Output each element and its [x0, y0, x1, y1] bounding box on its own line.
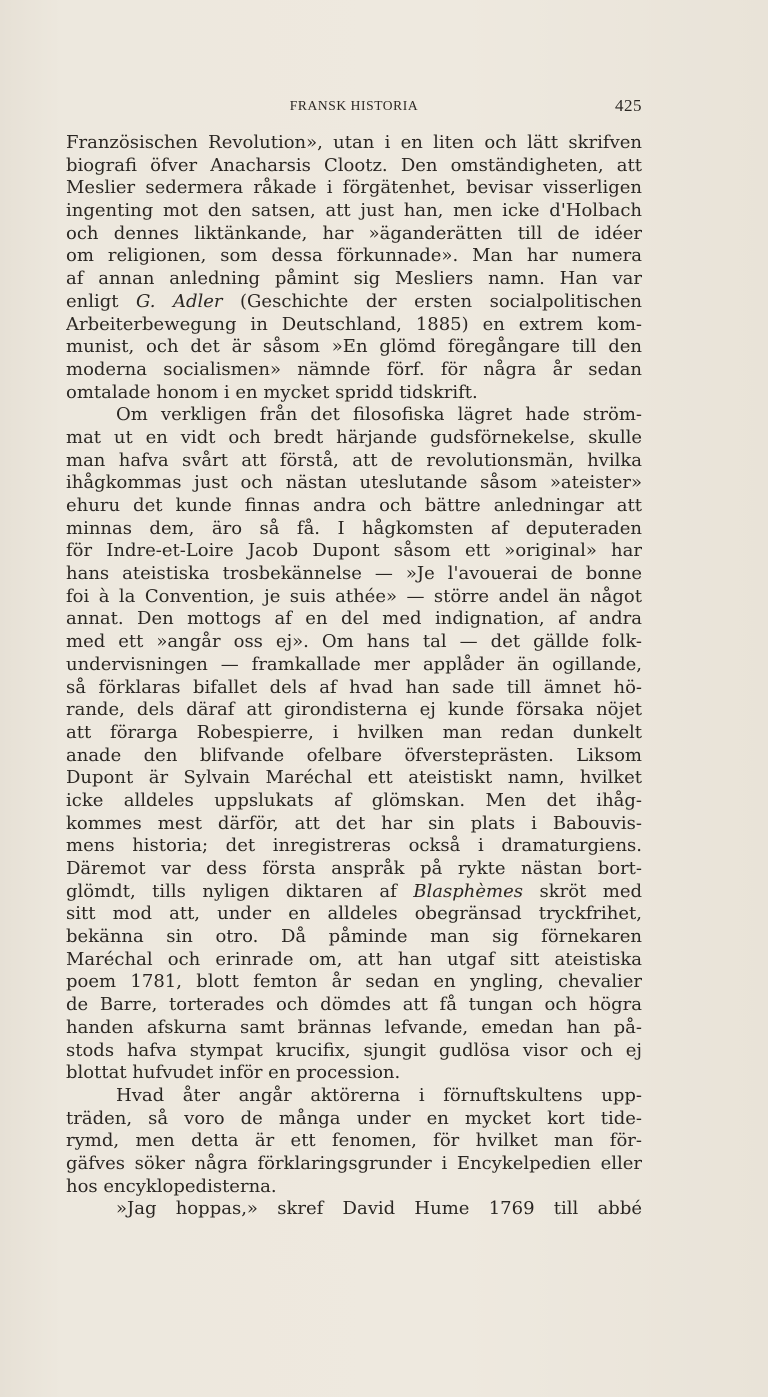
text-line: och dennes liktänkande, har »äganderätten till de idéer: [66, 222, 642, 244]
text-line: anade den blifvande ofelbare öfversteprästen. Liksom: [66, 744, 642, 766]
text-line: Dupont är Sylvain Maréchal ett ateistiskt namn, hvilket: [66, 767, 642, 789]
text-line: icke alldeles uppslukats af glömskan. Men det ihåg-: [66, 789, 642, 811]
running-header: [66, 96, 642, 116]
text-line: enligt G. Adler (Geschichte der ersten socialpolitischen: [66, 290, 642, 312]
text-line: hans ateistiska trosbekännelse — »Je l'avouerai de bonne: [66, 563, 642, 585]
text-line: mens historia; det inregistreras också i dramaturgiens.: [66, 835, 642, 857]
text-line: ingenting mot den satsen, att just han, men icke d'Holbach: [66, 200, 642, 222]
text-line: de Barre, torterades och dömdes att få tungan och högra: [66, 994, 642, 1016]
text-line: rande, dels däraf att girondisterna ej kunde försaka nöjet: [66, 699, 642, 721]
text-line: hos encyklopedisterna.: [66, 1175, 277, 1197]
author-name-italic: G. Adler: [136, 290, 223, 312]
paragraph-start-line: Hvad åter angår aktörerna i förnuftskultens upp-: [116, 1084, 642, 1106]
text-line: af annan anledning påmint sig Mesliers namn. Han var: [66, 268, 642, 290]
text-line: Arbeiterbewegung in Deutschland, 1885) en extrem kom-: [66, 313, 642, 335]
text-line: med ett »angår oss ej». Om hans tal — det gällde folk-: [66, 631, 642, 653]
text-line: minnas dem, äro så få. I hågkomsten af deputeraden: [66, 517, 642, 539]
text-line: mat ut en vidt och bredt härjande gudsförnekelse, skulle: [66, 426, 642, 448]
text-line: Maréchal och erinrade om, att han utgaf sitt ateistiska: [66, 948, 642, 970]
text-line: blottat hufvudet inför en procession.: [66, 1062, 401, 1084]
text-line: undervisningen — framkallade mer applåder än ogillande,: [66, 653, 642, 675]
text-line: biografi öfver Anacharsis Clootz. Den omständigheten, att: [66, 154, 642, 176]
text-line: om religionen, som dessa förkunnade». Man har numera: [66, 245, 642, 267]
text-line: glömdt, tills nyligen diktaren af Blasphèmes skröt med: [66, 880, 642, 902]
text-line: annat. Den mottogs af en del med indignation, af andra: [66, 608, 642, 630]
text-line: träden, så voro de många under en mycket kort tide-: [66, 1107, 642, 1129]
text-line: handen afskurna samt brännas lefvande, emedan han på-: [66, 1016, 642, 1038]
text-line: så förklaras bifallet dels af hvad han sade till ämnet hö-: [66, 676, 642, 698]
paragraph-start-line: Om verkligen från det filosofiska lägret hade ström-: [116, 404, 642, 426]
text-line: ehuru det kunde finnas andra och bättre anledningar att: [66, 495, 642, 516]
paragraph-start-line: »Jag hoppas,» skref David Hume 1769 till abbé: [116, 1198, 642, 1220]
work-title-italic: Blasphèmes: [413, 880, 523, 902]
text-line: poem 1781, blott femton år sedan en yngling, chevalier: [66, 971, 642, 993]
text-line: rymd, men detta är ett fenomen, för hvilket man för-: [66, 1130, 642, 1152]
text-line: Meslier sedermera råkade i förgätenhet, bevisar visserligen: [66, 177, 642, 199]
text-line: bekänna sin otro. Då påminde man sig förnekaren: [66, 926, 642, 948]
text-line: omtalade honom i en mycket spridd tidskrift.: [66, 381, 478, 403]
text-line: moderna socialismen» nämnde förf. för några år sedan: [66, 358, 642, 380]
text-line: kommes mest därför, att det har sin plats i Babouvis-: [66, 812, 642, 834]
text-line: man hafva svårt att förstå, att de revolutionsmän, hvilka: [66, 449, 642, 471]
text-line: Französischen Revolution», utan i en liten och lätt skrifven: [66, 132, 642, 153]
text-line: Däremot var dess första anspråk på rykte nästan bort-: [66, 858, 642, 879]
page-number: 425: [615, 96, 642, 115]
body-text: [66, 132, 642, 1221]
text-line: stods hafva stympat krucifix, sjungit gudlösa visor och ej: [66, 1039, 642, 1061]
text-line: foi à la Convention, je suis athée» — större andel än något: [66, 585, 642, 607]
text-line: munist, och det är såsom »En glömd föregångare till den: [66, 336, 642, 358]
text-line: att förarga Robespierre, i hvilken man redan dunkelt: [66, 721, 642, 743]
text-line: sitt mod att, under en alldeles obegränsad tryckfrihet,: [66, 903, 642, 925]
text-line: gäfves söker några förklaringsgrunder i Encykelpedien eller: [66, 1152, 642, 1174]
running-title: FRANSK HISTORIA: [289, 98, 419, 113]
text-line: ihågkommas just och nästan uteslutande såsom »ateister»: [66, 472, 642, 494]
text-line: för Indre-et-Loire Jacob Dupont såsom ett »original» har: [66, 540, 642, 562]
